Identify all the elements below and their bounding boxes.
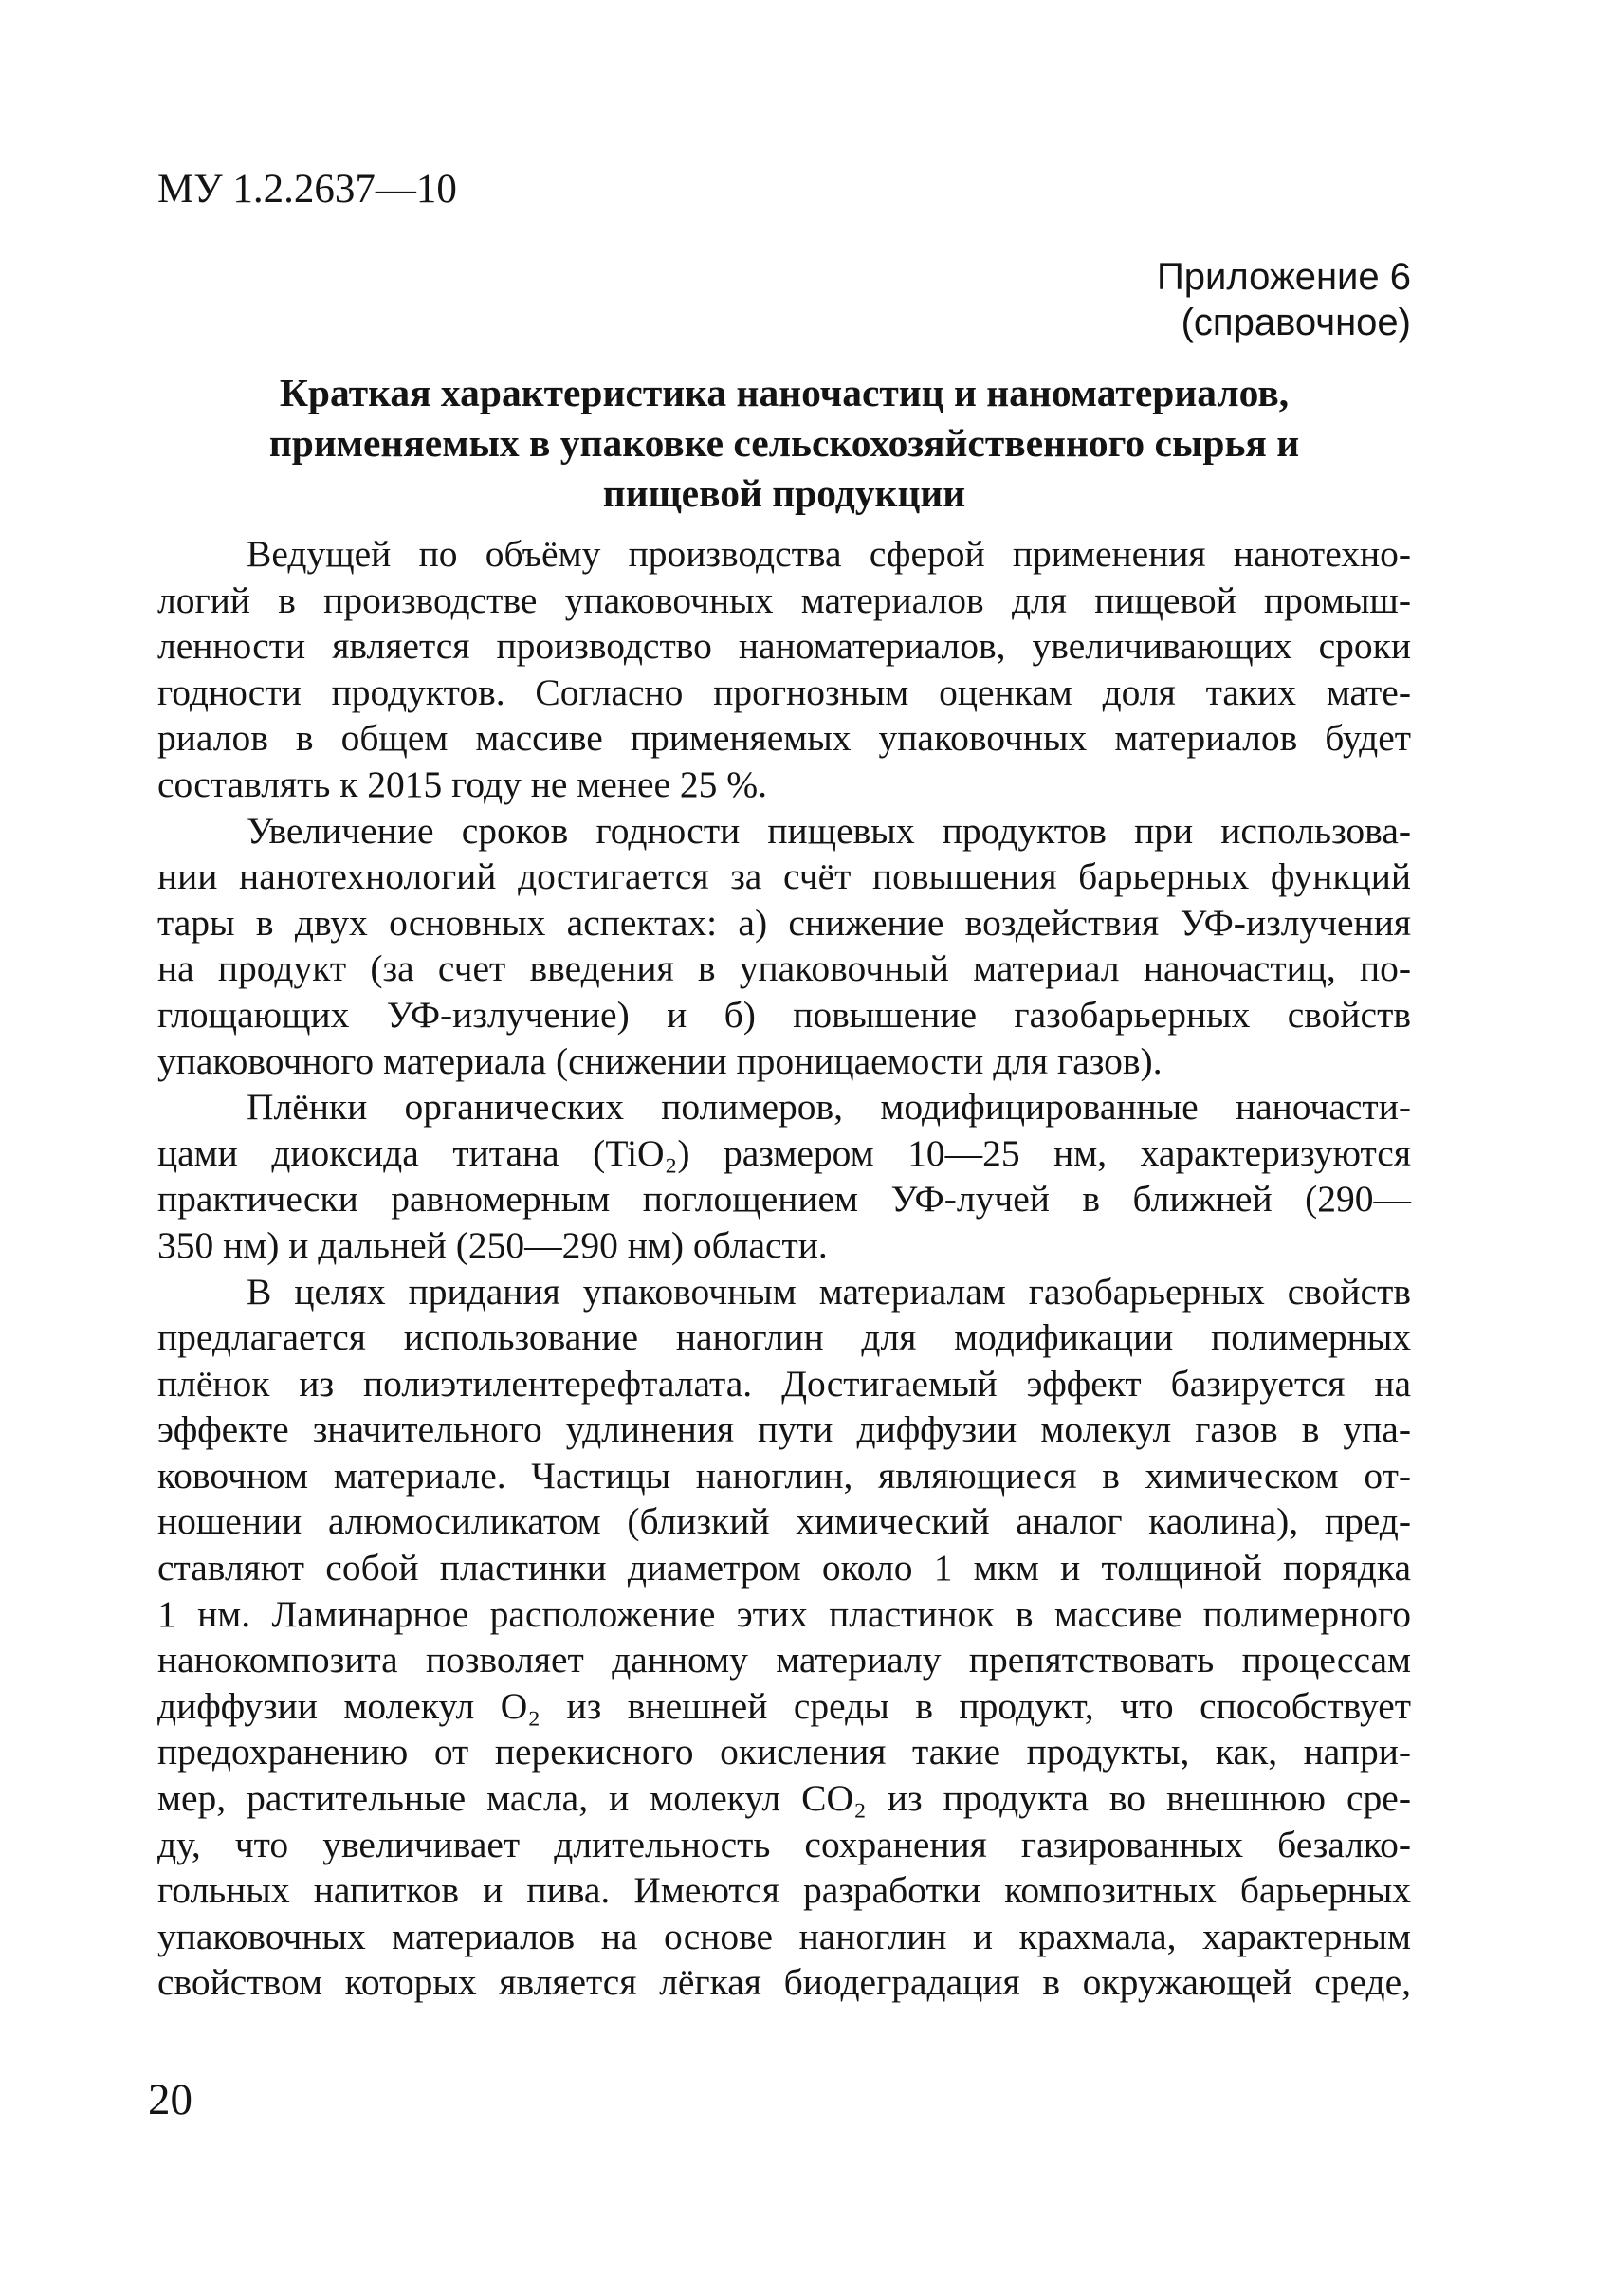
page-number: 20 [148,2075,192,2124]
document-code: МУ 1.2.2637—10 [157,167,457,211]
text-line: Увеличение сроков годности пищевых продуктов при использова- [247,809,1411,852]
paragraph-4 [157,1269,1411,2007]
appendix-number: Приложение 6 [1157,256,1411,298]
text-line: риалов в общем массиве применяемых упаковочных материалов будет [157,717,1411,760]
text-line: Плёнки органических полимеров, модифицированные наночасти- [247,1086,1411,1129]
text-line: 350 нм) и дальней (250—290 нм) области. [157,1223,828,1266]
text-line: составлять к 2015 году не менее 25 %. [157,762,768,805]
text-line: предохранению от перекисного окисления такие продукты, как, напри- [157,1731,1411,1773]
paragraph-1 [157,531,1411,808]
text-line: ленности является производство наноматериалов, увеличивающих сроки [157,625,1411,668]
text-line: предлагается использование наноглин для модификации полимерных [157,1316,1411,1359]
title-line: пищевой продукции [602,471,966,515]
title-line: применяемых в упаковке сельскохозяйственного сырья и [268,421,1300,465]
text-line: 1 нм. Ламинарное расположение этих пластинок в массиве полимерного [157,1592,1411,1635]
text-line: нанокомпозита позволяет данному материалу препятствовать процессам [157,1639,1411,1681]
section-title [157,368,1411,519]
appendix-type: (справочное) [1181,302,1411,343]
text-line: практически равномерным поглощением УФ-лучей в ближней (290— [157,1178,1411,1221]
text-line: плёнок из полиэтилентерефталата. Достигаемый эффект базируется на [157,1362,1411,1405]
text-line: на продукт (за счет введения в упаковочный материал наночастиц, по- [157,947,1411,990]
text-line: ношении алюмосиликатом (близкий химический аналог каолина), пред- [157,1500,1411,1543]
text-line: В целях придания упаковочным материалам газобарьерных свойств [247,1270,1411,1313]
text-line: ковочном материале. Частицы наноглин, являющиеся в химическом от- [157,1454,1411,1497]
text-line: эффекте значительного удлинения пути диффузии молекул газов в упа- [157,1408,1411,1451]
text-line: ставляют собой пластинки диаметром около 1 мкм и толщиной порядка [157,1547,1411,1589]
text-line: гольных напитков и пива. Имеются разработки композитных барьерных [157,1869,1411,1912]
paragraph-3 [157,1084,1411,1268]
text-line: глощающих УФ-излучение) и б) повышение газобарьерных свойств [157,993,1411,1036]
paragraph-2 [157,808,1411,1085]
text-line: тары в двух основных аспектах: а) снижение воздействия УФ-излучения [157,901,1411,944]
text-line: мер, растительные масла, и молекул CO₂ из продукта во внешнюю сре- [157,1777,1411,1820]
text-line: упаковочного материала (снижении проницаемости для газов). [157,1039,1163,1082]
text-line: диффузии молекул O₂ из внешней среды в продукт, что способствует [157,1684,1411,1727]
text-line: годности продуктов. Согласно прогнозным оценкам доля таких мате- [157,670,1411,713]
text-line: нии нанотехнологий достигается за счёт повышения барьерных функций [157,855,1411,898]
text-line: ду, что увеличивает длительность сохранения газированных безалко- [157,1823,1411,1865]
text-line: цами диоксида титана (TiO₂) размером 10—25 нм, характеризуются [157,1131,1411,1174]
text-line: логий в производстве упаковочных материалов для пищевой промыш- [157,579,1411,621]
body-text [157,531,1411,2006]
text-line: Ведущей по объёму производства сферой применения нанотехно- [247,533,1411,575]
text-line: упаковочных материалов на основе наноглин и крахмала, характерным [157,1915,1411,1957]
text-line: свойством которых является лёгкая биодеградация в окружающей среде, [157,1961,1411,2004]
appendix-label [1157,254,1411,345]
title-line: Краткая характеристика наночастиц и наноматериалов, [279,371,1290,414]
